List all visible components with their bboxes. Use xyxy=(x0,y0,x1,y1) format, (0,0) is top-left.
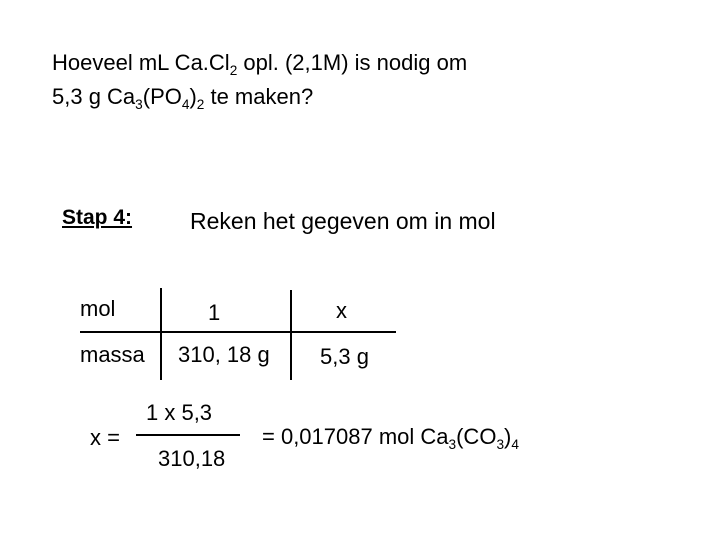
calc-result-subscript: 4 xyxy=(511,436,519,452)
calc-result-part: = 0,017087 mol Ca xyxy=(262,424,449,449)
question-line2-part: ) xyxy=(189,84,197,109)
question-subscript: 4 xyxy=(181,96,190,112)
calc-result-subscript: 3 xyxy=(448,436,457,452)
step-label: Stap 4: xyxy=(62,206,133,229)
table-cell-mol-1: 1 xyxy=(208,300,221,325)
calc-numerator: 1 x 5,3 xyxy=(146,400,213,425)
question-line2-part: (PO xyxy=(142,84,182,109)
question-line2-part: te maken? xyxy=(204,84,314,109)
table-divider-horizontal xyxy=(80,331,396,333)
calc-result-part: (CO xyxy=(456,424,497,449)
question-subscript: 2 xyxy=(196,96,205,112)
table-cell-massa-1: 310, 18 g xyxy=(178,342,270,367)
question-line-2 xyxy=(52,80,467,114)
question-line1-part: Hoeveel mL Ca.Cl xyxy=(52,50,230,75)
calc-result-part: ) xyxy=(504,424,512,449)
table-cell-mol-x: x xyxy=(336,298,347,323)
calc-denominator: 310,18 xyxy=(158,446,226,471)
question-text xyxy=(52,46,467,114)
fraction-bar xyxy=(136,434,240,436)
question-line1-part: opl. (2,1M) is nodig om xyxy=(237,50,468,75)
question-subscript: 2 xyxy=(229,62,238,78)
calc-lhs: x = xyxy=(90,425,120,450)
calc-result-subscript: 3 xyxy=(496,436,505,452)
table-row-label-massa: massa xyxy=(80,342,145,367)
table-divider-vertical-1 xyxy=(160,288,162,380)
question-subscript: 3 xyxy=(135,96,143,112)
table-row-label-mol: mol xyxy=(80,296,116,321)
calc-result xyxy=(262,424,519,450)
step-text: Reken het gegeven om in mol xyxy=(190,208,496,234)
question-line-1 xyxy=(52,46,467,80)
question-line2-part: 5,3 g Ca xyxy=(52,84,136,109)
table-divider-vertical-2 xyxy=(290,290,292,380)
table-cell-massa-2: 5,3 g xyxy=(320,344,369,369)
